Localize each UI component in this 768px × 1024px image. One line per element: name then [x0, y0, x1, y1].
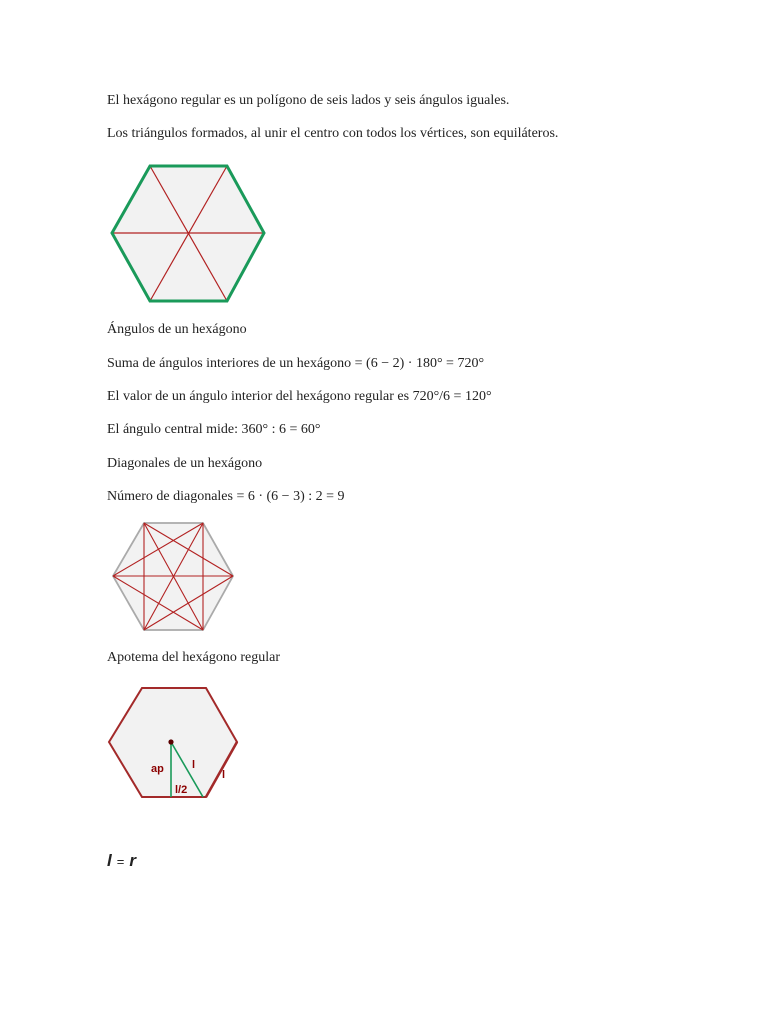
heading-hexagon-diagonals: Diagonales de un hexágono — [107, 456, 263, 471]
hexagon-apothem-figure — [107, 686, 241, 804]
heading-apothem: Apotema del hexágono regular — [107, 650, 280, 665]
heading-hexagon-angles: Ángulos de un hexágono — [107, 322, 247, 337]
center-point — [168, 739, 173, 744]
formula-radius: r — [129, 851, 136, 870]
hexagon-radii-figure — [109, 163, 269, 305]
label-half-side: l/2 — [175, 784, 188, 796]
formula-side: l — [107, 851, 112, 870]
label-apothem: ap — [151, 763, 164, 775]
paragraph-equilateral-triangles: Los triángulos formados, al unir el centro con todos los vértices, son equiláteros. — [107, 126, 559, 141]
label-side-outer: l — [222, 769, 226, 781]
paragraph-number-of-diagonals: Número de diagonales = 6 · (6 − 3) : 2 = 9 — [107, 489, 345, 504]
paragraph-central-angle: El ángulo central mide: 360° : 6 = 60° — [107, 422, 321, 437]
formula-equals: = — [116, 854, 125, 869]
formula-side-equals-radius — [107, 851, 136, 871]
label-side-inner: l — [192, 759, 196, 771]
paragraph-hexagon-definition: El hexágono regular es un polígono de seis lados y seis ángulos iguales. — [107, 93, 510, 108]
paragraph-interior-sum: Suma de ángulos interiores de un hexágono = (6 − 2) · 180° = 720° — [107, 356, 485, 371]
hexagon-diagonals-figure — [110, 520, 236, 634]
paragraph-interior-angle: El valor de un ángulo interior del hexágono regular es 720°/6 = 120° — [107, 389, 492, 404]
